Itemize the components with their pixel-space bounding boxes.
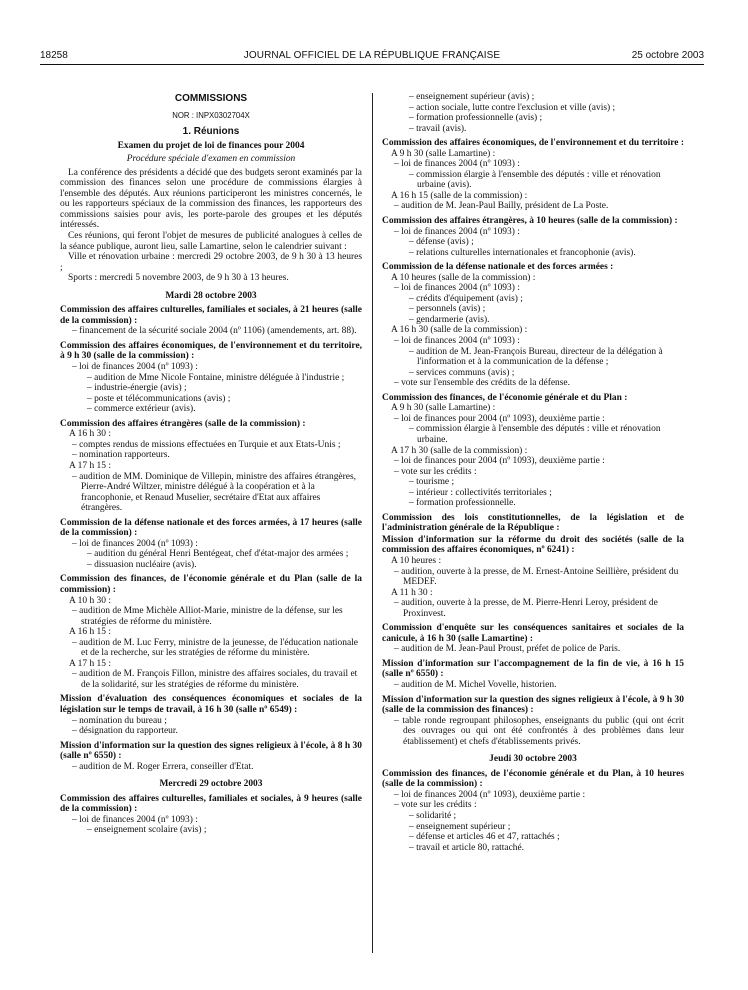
agenda-item: – vote sur les crédits : xyxy=(394,800,477,811)
agenda-subitem: – solidarité ; xyxy=(409,811,457,821)
agenda-subitem: – audition du général Henri Bentégeat, chef d'état-major des armées ; xyxy=(87,549,349,560)
agenda-subitem: – tourisme ; xyxy=(409,477,455,488)
agenda-subitem: – travail et article 80, rattaché. xyxy=(409,842,525,853)
agenda-subitem: – travail (avis). xyxy=(409,123,467,134)
agenda-item: – loi de finances 2004 (nº 1093), deuxième partie : xyxy=(394,789,586,800)
agenda-subitem: – intérieur : collectivités territoriales ; xyxy=(409,487,552,498)
commission-heading: Commission des affaires culturelles, familiales et sociales, à 9 heures (salle de la commission) : xyxy=(60,793,362,815)
commission-heading: Commission de la défense nationale et des forces armées, à 17 heures (salle de la commission) : xyxy=(60,517,362,539)
agenda-subitem: – formation professionnelle. xyxy=(409,498,516,509)
agenda-subitem: – relations culturelles internationales et francophonie (avis). xyxy=(409,247,636,258)
agenda-subitem: – services communs (avis) ; xyxy=(409,367,515,378)
right-column xyxy=(382,92,684,853)
procedure-subtitle: Procédure spéciale d'examen en commission xyxy=(126,154,296,165)
page-number: 18258 xyxy=(40,50,68,61)
agenda-item: – audition de Mme Michèle Alliot-Marie, ministre de la défense, sur les stratégies de réforme du ministère. xyxy=(72,606,343,627)
nor-reference: NOR : INPX0302704X xyxy=(172,110,250,120)
mission-heading: Mission d'information sur la question des signes religieux à l'école, à 9 h 30 (salle de la commission des finances) : xyxy=(382,694,684,716)
journal-title: JOURNAL OFFICIEL DE LA RÉPUBLIQUE FRANÇAISE xyxy=(243,50,501,61)
intro-paragraph: Ces réunions, qui feront l'objet de mesures de publicité analogues à celles de la séance publique, auront lieu, salle Lamartine, selon le calendrier suivant : xyxy=(60,231,362,252)
commission-heading: Commission de la défense nationale et des forces armées : xyxy=(382,262,614,273)
time-slot: A 11 h 30 : xyxy=(391,587,433,598)
agenda-item: – audition de M. Roger Errera, conseiller d'Etat. xyxy=(72,761,254,772)
agenda-item: – audition de M. Jean-Paul Bailly, président de La Poste. xyxy=(394,201,609,212)
agenda-subitem: – audition de Mme Nicole Fontaine, ministre déléguée à l'industrie ; xyxy=(87,372,345,383)
time-slot: A 10 heures (salle de la commission) : xyxy=(391,272,536,283)
time-slot: A 17 h 15 : xyxy=(69,658,111,669)
agenda-subitem: – industrie-énergie (avis) ; xyxy=(87,383,187,394)
agenda-item: – vote sur l'ensemble des crédits de la défense. xyxy=(394,378,570,389)
reunions-heading: 1. Réunions xyxy=(182,126,240,138)
agenda-subitem: – poste et télécommunications (avis) ; xyxy=(87,393,231,404)
agenda-item: – loi de finances 2004 (nº 1093) : xyxy=(394,336,520,347)
mission-heading: Mission d'information sur la réforme du droit des sociétés (salle de la commission des affaires économiques, nº 6241) : xyxy=(382,534,684,556)
time-slot: A 10 h 30 : xyxy=(69,595,111,606)
time-slot: A 9 h 30 (salle Lamartine) : xyxy=(391,403,496,414)
agenda-subitem: – commission élargie à l'ensemble des députés : ville et rénovation urbaine (avis). xyxy=(409,169,661,191)
day-heading: Mardi 28 octobre 2003 xyxy=(165,290,257,301)
issue-date: 25 octobre 2003 xyxy=(631,50,704,61)
header-rule xyxy=(40,64,704,65)
mission-heading: Mission d'information sur la question des signes religieux à l'école, à 8 h 30 (salle nº 6550) : xyxy=(60,740,362,762)
agenda-item: – loi de finances 2004 (nº 1093) : xyxy=(72,538,198,549)
agenda-item: – audition de M. François Fillon, ministre des affaires sociales, du travail et de la solidarité, sur les stratégies de réforme du ministère. xyxy=(72,669,358,690)
mission-heading: Mission d'information sur l'accompagnement de la fin de vie, à 16 h 15 (salle nº 6550) : xyxy=(382,658,684,680)
intro-paragraph: La conférence des présidents a décidé que des budgets seront examinés par la commission des finances selon une procédure de commissions élargies à l'ensemble des députés. Aux réunions participeront les ministres concernés, le ou les rapporteurs spéciaux de la commission des finances, les rapporteurs des commissions saisies pour avis, les porte-parole des groupes et les députés intéressés. xyxy=(60,167,362,231)
time-slot: A 16 h 15 (salle de la commission) : xyxy=(391,190,528,201)
time-slot: A 16 h 15 : xyxy=(69,627,111,638)
agenda-item: – loi de finances 2004 (nº 1093) : xyxy=(394,283,520,294)
agenda-subitem: – enseignement scolaire (avis) ; xyxy=(87,825,207,836)
agenda-item: – vote sur les crédits : xyxy=(394,466,477,477)
commission-heading: Commission des affaires économiques, de l'environnement et du territoire, à 9 h 30 (salle de la commission) : xyxy=(60,340,362,362)
agenda-subitem: – enseignement supérieur (avis) ; xyxy=(409,92,535,102)
agenda-subitem: – défense (avis) ; xyxy=(409,237,474,248)
commission-heading: Commission des finances, de l'économie générale et du Plan : xyxy=(382,392,628,403)
time-slot: A 16 h 30 (salle de la commission) : xyxy=(391,325,528,336)
agenda-item: – loi de finances 2004 (nº 1093) : xyxy=(394,159,520,170)
agenda-item: – loi de finances pour 2004 (nº 1093), deuxième partie : xyxy=(394,413,605,424)
agenda-item: – loi de finances 2004 (nº 1093) : xyxy=(72,362,198,373)
time-slot: A 17 h 30 (salle de la commission) : xyxy=(391,445,528,456)
schedule-line: Ville et rénovation urbaine : mercredi 29 octobre 2003, de 9 h 30 à 13 heures ; xyxy=(60,252,362,273)
agenda-item: – nomination rapporteurs. xyxy=(72,450,170,461)
agenda-subitem: – gendarmerie (avis). xyxy=(409,314,490,325)
day-heading: Mercredi 29 octobre 2003 xyxy=(159,779,263,790)
agenda-subitem: – enseignement supérieur ; xyxy=(409,821,511,832)
agenda-item: – audition, ouverte à la presse, de M. Ernest-Antoine Seillière, président du MEDEF. xyxy=(394,566,679,588)
agenda-item: – comptes rendus de missions effectuées en Turquie et aux Etats-Unis ; xyxy=(72,439,341,450)
agenda-subitem: – commission élargie à l'ensemble des députés : ville et rénovation urbaine. xyxy=(409,424,661,445)
agenda-item: – audition de MM. Dominique de Villepin, ministre des affaires étrangères, Pierre-André Wiltzer, ministre délégué à la coopération et à la francophonie, et Renaud Muselier, secrétaire d'Etat aux affaires étrangères. xyxy=(72,471,356,514)
commission-heading: Commission des finances, de l'économie générale et du Plan, à 10 heures (salle de la commission) : xyxy=(382,768,684,790)
agenda-item: – nomination du bureau ; xyxy=(72,715,167,726)
agenda-item: – loi de finances 2004 (nº 1093) : xyxy=(72,814,198,825)
agenda-subitem: – commerce extérieur (avis). xyxy=(87,404,196,415)
agenda-item: – financement de la sécurité sociale 2004 (nº 1106) (amendements, art. 88). xyxy=(72,326,357,337)
agenda-subitem: – défense et articles 46 et 47, rattachés ; xyxy=(409,832,560,843)
commission-heading: Commission des affaires culturelles, familiales et sociales, à 21 heures (salle de la commission) : xyxy=(60,305,362,326)
agenda-item: – audition de M. Jean-Paul Proust, préfet de police de Paris. xyxy=(394,644,621,655)
agenda-item: – audition de M. Luc Ferry, ministre de la jeunesse, de l'éducation nationale et de la recherche, sur les stratégies de réforme du ministère. xyxy=(72,637,358,659)
column-divider xyxy=(372,93,373,953)
agenda-subitem: – action sociale, lutte contre l'exclusion et ville (avis) ; xyxy=(409,102,616,113)
agenda-subitem: – personnels (avis) ; xyxy=(409,304,486,315)
agenda-subitem: – dissuasion nucléaire (avis). xyxy=(87,559,197,570)
commission-heading: Commission des lois constitutionnelles, de la législation et de l'administration générale de la République : xyxy=(382,512,684,534)
agenda-subitem: – audition de M. Jean-François Bureau, directeur de la délégation à l'information et à la communication de la défense ; xyxy=(409,346,663,368)
agenda-item: – loi de finances 2004 (nº 1093) : xyxy=(394,226,520,237)
mission-heading: Mission d'évaluation des conséquences économiques et sociales de la législation sur le temps de travail, à 16 h 30 (salle nº 6549) : xyxy=(60,694,362,715)
time-slot: A 10 heures : xyxy=(391,555,442,566)
agenda-item: – audition, ouverte à la presse, de M. Pierre-Henri Leroy, président de Proxinvest. xyxy=(394,598,658,619)
commission-heading: Commission des finances, de l'économie générale et du Plan (salle de la commission) : xyxy=(60,574,362,595)
time-slot: A 17 h 15 : xyxy=(69,460,111,471)
commission-heading: Commission des affaires étrangères (salle de la commission) : xyxy=(60,418,306,429)
time-slot: A 16 h 30 : xyxy=(69,429,111,440)
section-title: COMMISSIONS xyxy=(174,93,248,104)
commission-heading: Commission des affaires étrangères, à 10 heures (salle de la commission) : xyxy=(382,216,678,227)
agenda-item: – table ronde regroupant philosophes, enseignants du public (qui ont écrit des ouvrages ou qui ont été confrontés à des problèmes dans leur établissement) et chefs d'établissements privés. xyxy=(394,715,684,747)
commission-heading: Commission d'enquête sur les conséquences sanitaires et sociales de la canicule, à 16 h 30 (salle Lamartine) : xyxy=(382,623,684,644)
day-heading: Jeudi 30 octobre 2003 xyxy=(489,754,577,765)
commission-heading: Commission des affaires économiques, de l'environnement et du territoire : xyxy=(382,138,684,149)
exam-title: Examen du projet de loi de finances pour 2004 xyxy=(117,140,305,151)
agenda-subitem: – crédits d'équipement (avis) ; xyxy=(409,293,523,304)
time-slot: A 9 h 30 (salle Lamartine) : xyxy=(391,148,496,159)
agenda-item: – loi de finances pour 2004 (nº 1093), deuxième partie : xyxy=(394,456,605,467)
left-column xyxy=(60,92,362,836)
agenda-subitem: – formation professionnelle (avis) ; xyxy=(409,113,543,124)
agenda-item: – audition de M. Michel Vovelle, historien. xyxy=(394,679,557,690)
agenda-item: – désignation du rapporteur. xyxy=(72,726,178,737)
schedule-line: Sports : mercredi 5 novembre 2003, de 9 h 30 à 13 heures. xyxy=(68,273,289,284)
